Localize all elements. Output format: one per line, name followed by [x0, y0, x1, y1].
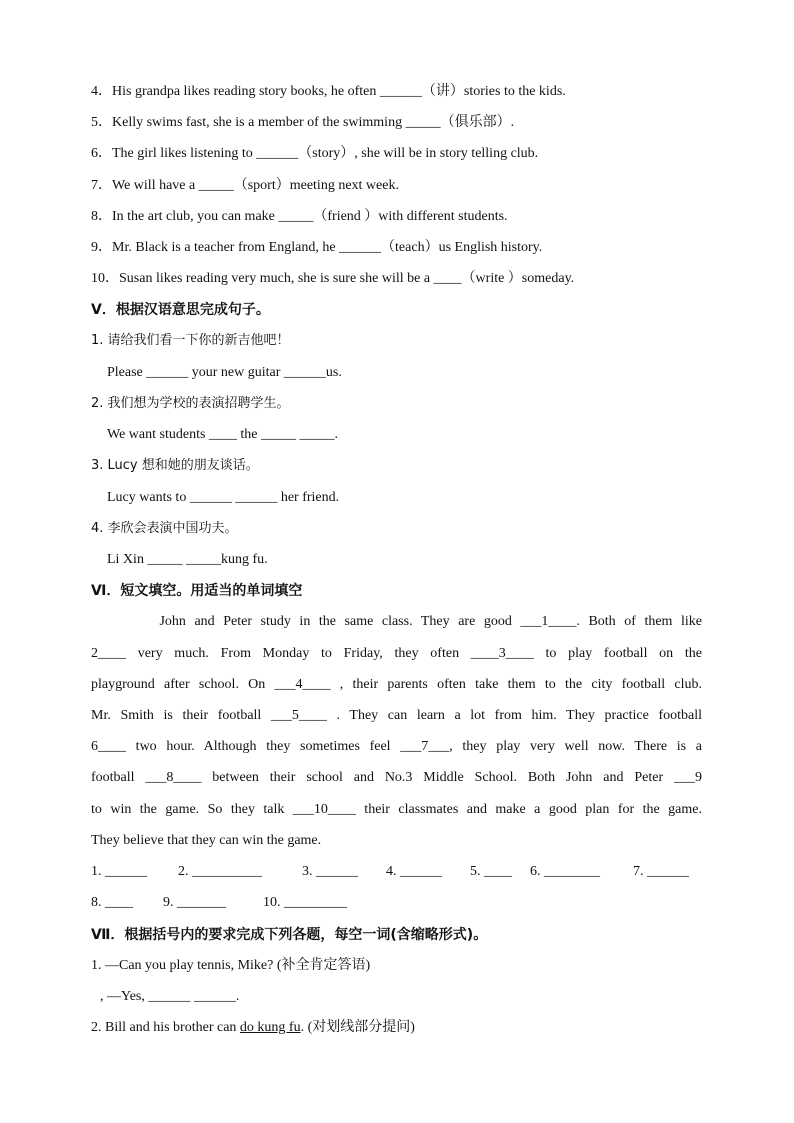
passage-line-8: They believe that they can win the game.	[91, 833, 322, 848]
part4-item-8: 8．In the art club, you can make _____（friend ）with different students.	[91, 209, 508, 224]
passage-line-2: 2____ very much. From Monday to Friday, they often ____3____ to play football on the	[91, 646, 702, 661]
part7-q1-answer: , —Yes, ______ ______.	[100, 989, 240, 1004]
part4-item-9: 9．Mr. Black is a teacher from England, he ______（teach）us English history.	[91, 240, 543, 255]
passage-line-1: John and Peter study in the same class. They are good ___1____. Both of them like	[91, 614, 702, 629]
part5-q3-cn: 3. Lucy 想和她的朋友谈话。	[91, 458, 259, 473]
part7-q2	[91, 1019, 415, 1037]
passage-line-4: Mr. Smith is their football ___5____ . They can learn a lot from him. They practice football	[91, 708, 702, 723]
part5-heading: Ⅴ．根据汉语意思完成句子。	[91, 302, 270, 318]
passage-line-6: football ___8____ between their school and No.3 Middle School. Both John and Peter ___9	[91, 770, 702, 785]
passage-line-5: 6____ two hour. Although they sometimes feel ___7___, they play very well now. There is a	[91, 739, 702, 754]
answer-5: 5. ____	[470, 864, 512, 879]
part5-q4-cn: 4. 李欣会表演中国功夫。	[91, 521, 238, 536]
part7-heading: Ⅶ．根据括号内的要求完成下列各题，每空一词(含缩略形式)。	[91, 927, 488, 943]
part4-item-4: 4．His grandpa likes reading story books, he often ______（讲）stories to the kids.	[91, 84, 566, 99]
part7-q1: 1. —Can you play tennis, Mike? (补全肯定答语)	[91, 958, 371, 973]
part4-item-10: 10．Susan likes reading very much, she is sure she will be a ____（write ）someday.	[91, 271, 575, 286]
answer-6: 6. ________	[530, 864, 600, 879]
part5-q1-en: Please ______ your new guitar ______us.	[107, 365, 342, 380]
part5-q2-en: We want students ____ the _____ _____.	[107, 427, 339, 442]
part7-q2-post: . (对划线部分提问)	[300, 1020, 415, 1035]
part7-q2-underlined: do kung fu	[239, 1020, 301, 1035]
part5-q4-en: Li Xin _____ _____kung fu.	[107, 552, 268, 567]
passage-line-3: playground after school. On ___4____ , their parents often take them to the city football club.	[91, 677, 702, 692]
answer-2: 2. __________	[178, 864, 262, 879]
passage-line-7: to win the game. So they talk ___10____ their classmates and make a good plan for the game.	[91, 802, 702, 817]
answer-9: 9. _______	[163, 895, 226, 910]
answer-7: 7. ______	[633, 864, 689, 879]
part5-q2-cn: 2. 我们想为学校的表演招聘学生。	[91, 396, 290, 411]
part4-item-7: 7．We will have a _____（sport）meeting next week.	[91, 178, 399, 193]
part5-q1-cn: 1. 请给我们看一下你的新吉他吧！	[91, 333, 290, 348]
answer-4: 4. ______	[386, 864, 442, 879]
answer-3: 3. ______	[302, 864, 358, 879]
answer-1: 1. ______	[91, 864, 147, 879]
part6-heading: Ⅵ．短文填空。用适当的单词填空	[91, 583, 303, 599]
part4-item-6: 6．The girl likes listening to ______（story）, she will be in story telling club.	[91, 146, 539, 161]
part4-item-5: 5．Kelly swims fast, she is a member of the swimming _____（俱乐部）.	[91, 115, 515, 130]
answer-10: 10. _________	[263, 895, 347, 910]
part5-q3-en: Lucy wants to ______ ______ her friend.	[107, 490, 340, 505]
part7-q2-pre: 2. Bill and his brother can	[91, 1020, 240, 1035]
answer-8: 8. ____	[91, 895, 133, 910]
